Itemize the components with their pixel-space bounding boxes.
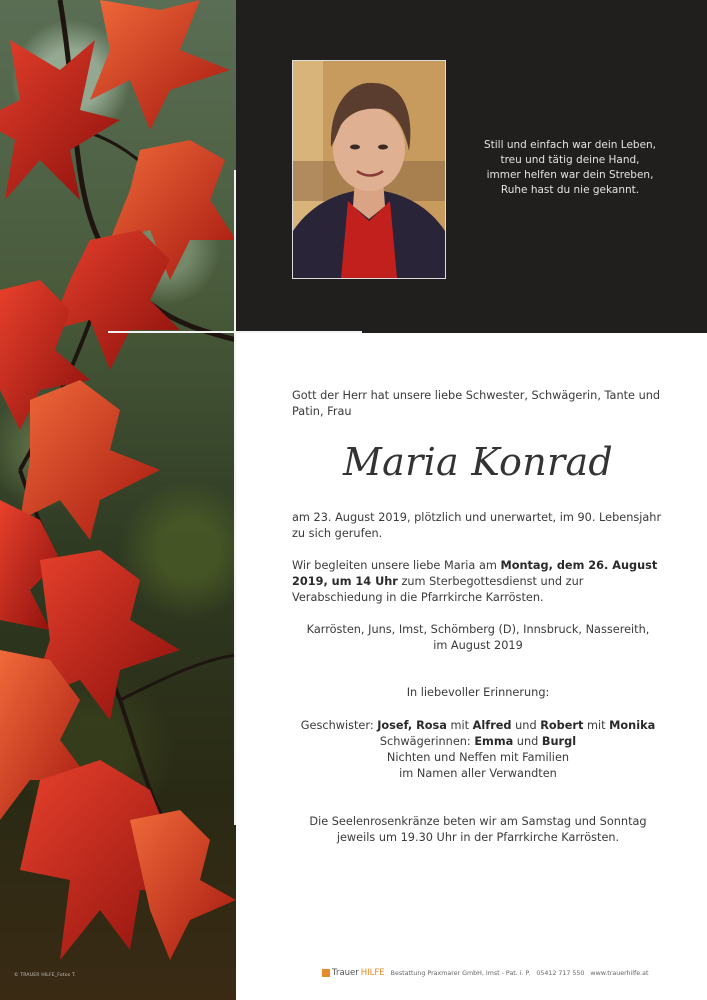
company-name: Bestattung Praxmarer GmbH, Imst - Pat. i. P. <box>390 969 531 977</box>
funeral-text: Wir begleiten unsere liebe Maria am <box>292 559 501 572</box>
logo-icon <box>322 969 330 977</box>
intro-paragraph: Gott der Herr hat unsere liebe Schwester, Schwägerin, Tante und Patin, Frau <box>292 389 661 418</box>
places-line: Karrösten, Juns, Imst, Schömberg (D), Innsbruck, Nassereith, <box>306 623 650 636</box>
portrait-illustration <box>293 61 445 278</box>
poem-line: Ruhe hast du nie gekannt. <box>500 184 640 196</box>
website-link[interactable]: www.trauerhilfe.at <box>590 969 649 977</box>
trauerhilfe-logo <box>322 968 385 978</box>
mourners-list <box>292 718 664 782</box>
portrait-photo <box>292 60 446 279</box>
connector-text: und <box>513 735 542 748</box>
footer <box>322 968 682 978</box>
funeral-text: zum Sterbegottesdienst und zur Verabschiedung in die Pfarrkirche Karrösten. <box>292 575 584 604</box>
cross-horizontal <box>108 331 362 333</box>
leaf-illustration <box>0 0 236 1000</box>
rosary-line: jeweils um 19.30 Uhr in der Pfarrkirche Karrösten. <box>336 831 620 844</box>
memory-heading: In liebevoller Erinnerung: <box>406 686 550 699</box>
mourner-name: Robert <box>540 719 584 732</box>
relatives-line: im Namen aller Verwandten <box>399 767 557 780</box>
connector-text: mit <box>446 719 473 732</box>
connector-text: und <box>511 719 541 732</box>
memorial-poem <box>470 138 670 198</box>
deceased-name: Maria Konrad <box>342 440 614 484</box>
rosary-notice <box>292 814 664 846</box>
rosary-line: Die Seelenrosenkränze beten wir am Samstag und Sonntag <box>309 815 647 828</box>
connector-text: mit <box>583 719 610 732</box>
places-paragraph <box>292 622 664 654</box>
autumn-leaves-photo <box>0 0 236 1000</box>
inlaws-label: Schwägerinnen: <box>379 735 475 748</box>
nieces-nephews-line: Nichten und Neffen mit Familien <box>386 751 570 764</box>
poem-line: immer helfen war dein Streben, <box>486 169 654 181</box>
mourner-name: Monika <box>609 719 656 732</box>
siblings-line <box>292 718 664 734</box>
death-paragraph: am 23. August 2019, plötzlich und unerwartet, im 90. Lebensjahr zu sich gerufen. <box>292 511 662 540</box>
cross-vertical <box>234 170 236 825</box>
mourner-name: Emma <box>474 735 514 748</box>
mourner-name: Josef, Rosa <box>377 719 447 732</box>
poem-line: Still und einfach war dein Leben, <box>483 139 657 151</box>
poem-line: treu und tätig deine Hand, <box>500 154 640 166</box>
phone-number: 05412 717 550 <box>536 969 585 977</box>
mourner-name: Burgl <box>541 735 577 748</box>
sisters-in-law-line <box>292 734 664 750</box>
photo-credit: © TRAUER HILFE_Fotos T. <box>14 973 77 978</box>
logo-text-accent: HILFE <box>360 968 385 978</box>
funeral-paragraph <box>292 558 664 606</box>
siblings-label: Geschwister: <box>300 719 378 732</box>
funeral-date: Montag, dem 26. August 2019, um 14 Uhr <box>292 559 658 588</box>
date-line: im August 2019 <box>433 639 523 652</box>
logo-text: Trauer <box>332 968 359 978</box>
mourner-name: Alfred <box>472 719 512 732</box>
